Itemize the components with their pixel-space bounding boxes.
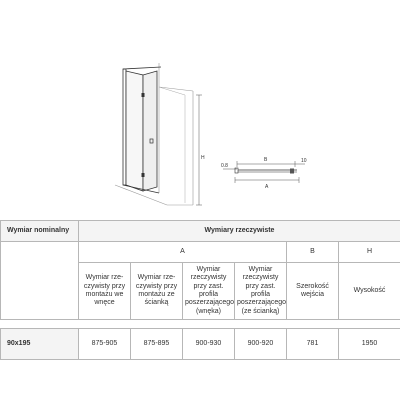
door-plan-handle xyxy=(290,169,294,174)
table-cell: 1950 xyxy=(339,329,400,360)
dim-a-label: A xyxy=(265,184,269,190)
hinge-icon xyxy=(142,173,145,177)
height-label: H xyxy=(201,155,205,161)
column-header: Wymiar rzeczywisty przy zast. profila poszerzającego (ze ścianką) xyxy=(235,263,287,320)
hinge-icon xyxy=(142,93,145,97)
door-panel-2 xyxy=(143,71,157,191)
group-a-header: A xyxy=(79,242,287,263)
column-header: Wysokość xyxy=(339,263,400,320)
plan-view-drawing xyxy=(215,152,315,194)
table-row xyxy=(1,329,400,360)
column-header: Wymiar rze-czywisty przy montażu ze ścianką xyxy=(131,263,183,320)
dim-b-label: B xyxy=(264,157,268,163)
actual-dimensions-header: Wymiary rzeczywiste xyxy=(79,221,400,242)
table-cell: 875-905 xyxy=(79,329,131,360)
column-header: Szerokość wejścia xyxy=(287,263,339,320)
dim-left-label: 0.8 xyxy=(221,163,228,169)
wall-line xyxy=(159,87,193,91)
door-elevation-drawing xyxy=(95,55,215,215)
table-cell: 875-895 xyxy=(131,329,183,360)
column-header: Wymiar rze-czywisty przy montażu we wnęce xyxy=(79,263,131,320)
table-spacer xyxy=(1,320,400,329)
table-cell: 781 xyxy=(287,329,339,360)
wall-line xyxy=(159,87,185,95)
row-nominal: 90x195 xyxy=(1,329,79,360)
left-frame-profile xyxy=(123,69,126,185)
spec-table xyxy=(0,220,400,360)
group-h-header: H xyxy=(339,242,400,263)
table-cell: 900-930 xyxy=(183,329,235,360)
column-header: Wymiar rzeczywisty przy zast. profila poszerzającego (wnęka) xyxy=(183,263,235,320)
nominal-header: Wymiar nominalny xyxy=(1,221,79,242)
door-panel-1 xyxy=(126,71,143,191)
table-cell: 900-920 xyxy=(235,329,287,360)
group-b-header: B xyxy=(287,242,339,263)
nominal-header-spacer xyxy=(1,242,79,320)
top-header xyxy=(123,67,161,69)
dim-right-label: 10 xyxy=(301,158,307,164)
